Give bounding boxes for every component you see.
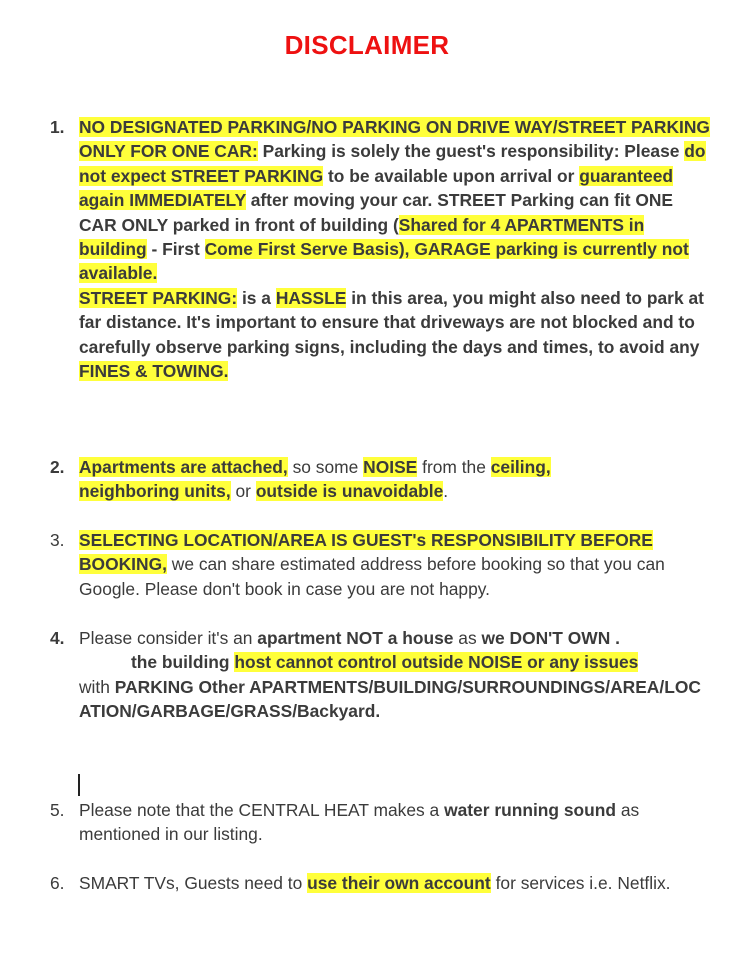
list-item-noise: [50, 455, 712, 504]
item-text: Parking is solely the guest's responsibility: Please: [257, 141, 685, 162]
item-text: - First: [146, 239, 205, 260]
item-body: [79, 455, 712, 504]
item-number: 6.: [50, 873, 65, 893]
item-number: 5.: [50, 800, 65, 820]
highlight-text: neighboring units,: [79, 481, 231, 502]
item-text: or: [230, 481, 256, 502]
list-item-parking: [50, 115, 712, 383]
highlight-text: Come First Serve Basis), GARAGE parking is currently not available.: [79, 239, 689, 284]
item-body: [79, 871, 712, 895]
item-text: as mentioned in our listing.: [79, 800, 640, 845]
highlight-fines-towing: FINES & TOWING.: [79, 361, 229, 382]
item-text: from the: [417, 457, 491, 477]
bold-text: the building: [131, 652, 230, 673]
item-text: as: [453, 628, 482, 648]
highlight-text: guaranteed again IMMEDIATELY: [79, 165, 673, 211]
text-cursor: [78, 774, 80, 796]
bold-text: water running sound: [444, 800, 617, 820]
bold-text: apartment NOT a house: [257, 628, 454, 648]
item-text: SMART TVs, Guests need to: [79, 873, 308, 893]
item-text: for services i.e. Netflix.: [490, 873, 671, 893]
item-text: we can share estimated address before booking so that you can Google. Please don't book in case you are not happy.: [79, 554, 665, 599]
item-text: .: [443, 481, 449, 502]
item-number: 4.: [50, 628, 65, 648]
bold-text: we DON'T OWN .: [481, 628, 620, 648]
list-item-smart-tv: [50, 871, 712, 895]
highlight-parking-heading: NO DESIGNATED PARKING/NO PARKING ON DRIVE WAY/STREET PARKING ONLY FOR ONE CAR:: [79, 117, 710, 162]
item-text: is a: [237, 287, 276, 308]
highlight-text: do not expect STREET PARKING: [79, 141, 706, 186]
item-number: 1.: [50, 117, 65, 137]
list-item-central-heat: [50, 798, 712, 847]
list-item-location: [50, 528, 712, 601]
highlight-text: NOISE: [363, 457, 418, 477]
highlight-hassle: HASSLE: [275, 287, 347, 308]
item-text: with: [79, 676, 115, 697]
item-text: after moving your car. STREET Parking can fit ONE CAR ONLY parked in front of building (: [79, 190, 673, 235]
item-body: [79, 798, 712, 847]
item-text: so some: [287, 457, 364, 477]
item-number: 2.: [50, 457, 65, 477]
item-text: in this area, you might also need to park at far distance. It's important to ensure that driveways are not blocked and to carefully observe parking signs, including the days and times, to avoid any: [79, 287, 704, 357]
highlight-text: Shared for 4 APARTMENTS in building: [79, 214, 645, 260]
document-title: DISCLAIMER: [284, 30, 450, 60]
bold-text: PARKING Other APARTMENTS/BUILDING/SURROUNDINGS/AREA/LOCATION/GARBAGE/GRASS/Backyard.: [79, 676, 701, 722]
item-text: to be available upon arrival or: [323, 165, 580, 186]
item-body: [79, 528, 712, 601]
item-body: [79, 626, 712, 724]
item-body: [79, 115, 712, 383]
highlight-text: Apartments are attached,: [79, 457, 288, 477]
item-text: Please consider it's an: [79, 628, 258, 648]
item-number: 3.: [50, 530, 65, 550]
highlight-text: SELECTING LOCATION/AREA IS GUEST's RESPONSIBILITY BEFORE BOOKING,: [79, 530, 653, 575]
highlight-text: host cannot control outside NOISE or any issues: [234, 652, 639, 673]
highlight-text: ceiling,: [490, 457, 551, 477]
highlight-text: use their own account: [307, 873, 491, 893]
list-item-apartment: [50, 626, 712, 724]
item-text: Please note that the CENTRAL HEAT makes a: [79, 800, 445, 820]
highlight-text: outside is unavoidable: [255, 481, 444, 502]
highlight-street-parking: STREET PARKING:: [79, 287, 238, 308]
